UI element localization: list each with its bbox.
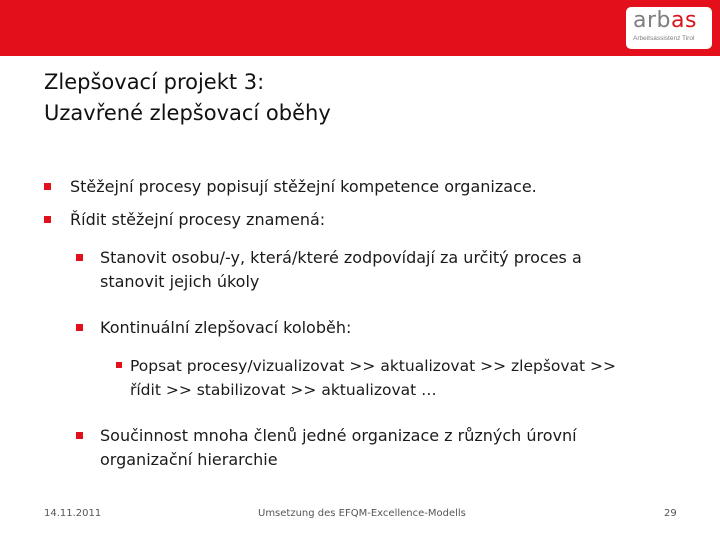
bullet-text <box>130 354 616 402</box>
slide-title-line-1: Zlepšovací projekt 3: <box>44 70 265 94</box>
bullet-text: Řídit stěžejní procesy znamená: <box>70 210 326 229</box>
square-bullet-icon <box>76 254 83 261</box>
header-bar <box>0 0 720 56</box>
bullet-text-line-2: stanovit jejich úkoly <box>100 272 260 291</box>
footer-page-number: 29 <box>664 508 677 519</box>
logo-word-grey: arb <box>633 8 671 33</box>
slide-title <box>44 67 664 129</box>
footer-date: 14.11.2011 <box>44 508 102 519</box>
logo-word-red: as <box>671 8 697 33</box>
bullet-text: Kontinuální zlepšovací koloběh: <box>100 318 352 337</box>
bullet-text-line-2: řídit >> stabilizovat >> aktualizovat … <box>130 381 437 399</box>
bullet-text <box>100 246 582 294</box>
square-bullet-icon <box>116 362 122 368</box>
square-bullet-icon <box>76 324 83 331</box>
footer-presentation-title: Umsetzung des EFQM-Excellence-Modells <box>258 508 466 519</box>
arbas-logo <box>626 7 712 49</box>
bullet-text: Stěžejní procesy popisují stěžejní kompetence organizace. <box>70 177 537 196</box>
bullet-text-line-2: organizační hierarchie <box>100 450 278 469</box>
bullet-text-line-1: Stanovit osobu/-y, která/které zodpovídají za určitý proces a <box>100 248 582 267</box>
square-bullet-icon <box>44 183 51 190</box>
bullet-text-line-1: Součinnost mnoha členů jedné organizace z různých úrovní <box>100 426 577 445</box>
square-bullet-icon <box>76 432 83 439</box>
logo-tagline: Arbeitsassistenz Tirol <box>633 35 695 42</box>
logo-wordmark <box>633 10 707 32</box>
bullet-text-line-1: Popsat procesy/vizualizovat >> aktualizovat >> zlepšovat >> <box>130 357 617 375</box>
square-bullet-icon <box>44 216 51 223</box>
slide-title-line-2: Uzavřené zlepšovací oběhy <box>44 101 331 125</box>
bullet-text <box>100 424 577 472</box>
